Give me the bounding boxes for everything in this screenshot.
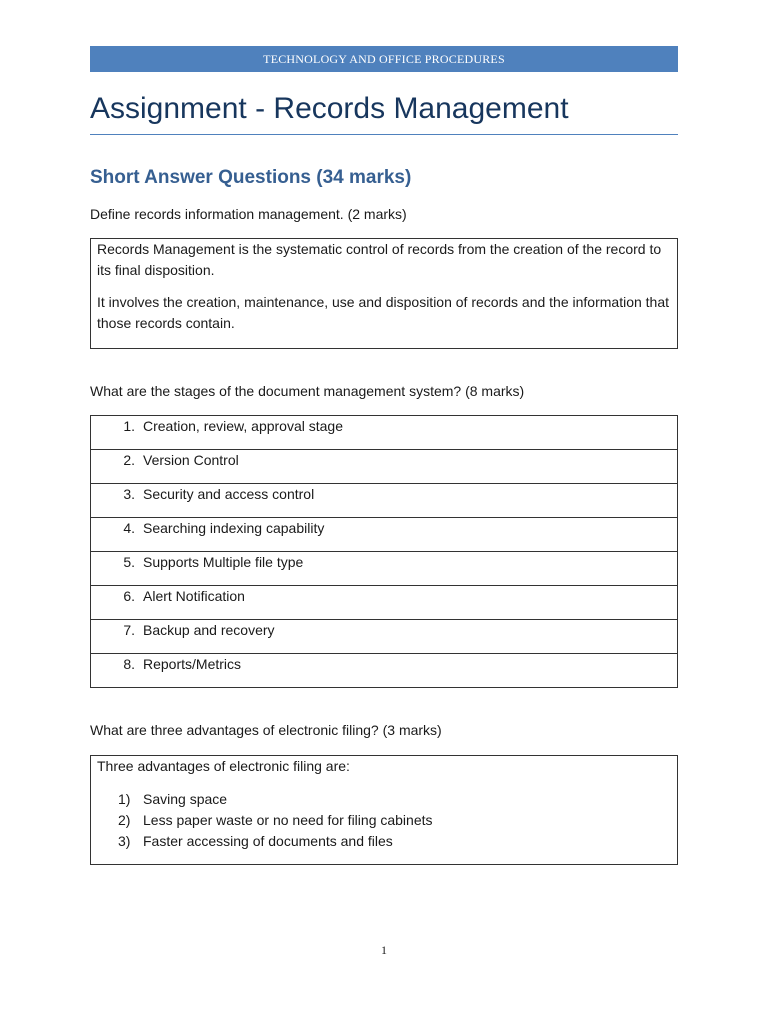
list-item: [97, 831, 671, 852]
list-text: Saving space: [143, 791, 228, 807]
answer-1-paragraph-1: Records Management is the systematic control of records from the creation of the record to its final disposition.: [97, 241, 662, 278]
stage-number: 8.: [123, 656, 135, 672]
stage-number: 2.: [123, 452, 135, 468]
question-3: What are three advantages of electronic filing? (3 marks): [90, 722, 442, 738]
table-row: [91, 450, 677, 484]
table-row: [91, 518, 677, 552]
question-2: What are the stages of the document management system? (8 marks): [90, 383, 525, 399]
answer-box-1: [90, 238, 678, 349]
question-1: Define records information management. (2 marks): [90, 206, 407, 222]
stage-number: 4.: [123, 520, 135, 536]
table-row: [91, 586, 677, 620]
stage-text: Security and access control: [143, 486, 315, 502]
advantages-list: [97, 789, 671, 852]
answer-1-paragraph-2: It involves the creation, maintenance, use and disposition of records and the information that those records contain.: [97, 294, 670, 331]
section-heading: Short Answer Questions (34 marks): [90, 167, 412, 188]
list-item: [97, 810, 671, 831]
table-row: [91, 552, 677, 586]
stage-number: 7.: [123, 622, 135, 638]
stage-text: Version Control: [143, 452, 239, 468]
page-number: 1: [381, 943, 387, 957]
list-number: 3): [118, 833, 131, 849]
header-banner: TECHNOLOGY AND OFFICE PROCEDURES: [90, 46, 678, 72]
stage-number: 3.: [123, 486, 135, 502]
stage-text: Alert Notification: [143, 588, 245, 604]
stage-text: Creation, review, approval stage: [143, 418, 343, 434]
list-text: Faster accessing of documents and files: [143, 833, 393, 849]
stage-number: 5.: [123, 554, 135, 570]
stage-text: Reports/Metrics: [143, 656, 242, 672]
table-row: [91, 484, 677, 518]
table-row: [91, 654, 677, 687]
table-row: [91, 416, 677, 450]
list-number: 2): [118, 812, 131, 828]
stage-text: Supports Multiple file type: [143, 554, 304, 570]
stage-text: Searching indexing capability: [143, 520, 325, 536]
stage-number: 1.: [123, 418, 135, 434]
stages-table: [90, 415, 678, 688]
stage-text: Backup and recovery: [143, 622, 275, 638]
list-text: Less paper waste or no need for filing cabinets: [143, 812, 433, 828]
answer-box-3: [90, 755, 678, 865]
list-number: 1): [118, 791, 131, 807]
title-underline: [90, 134, 678, 135]
table-row: [91, 620, 677, 654]
advantages-intro: Three advantages of electronic filing are:: [97, 758, 350, 774]
stage-number: 6.: [123, 588, 135, 604]
list-item: [97, 789, 671, 810]
page-title: Assignment - Records Management: [90, 92, 569, 125]
